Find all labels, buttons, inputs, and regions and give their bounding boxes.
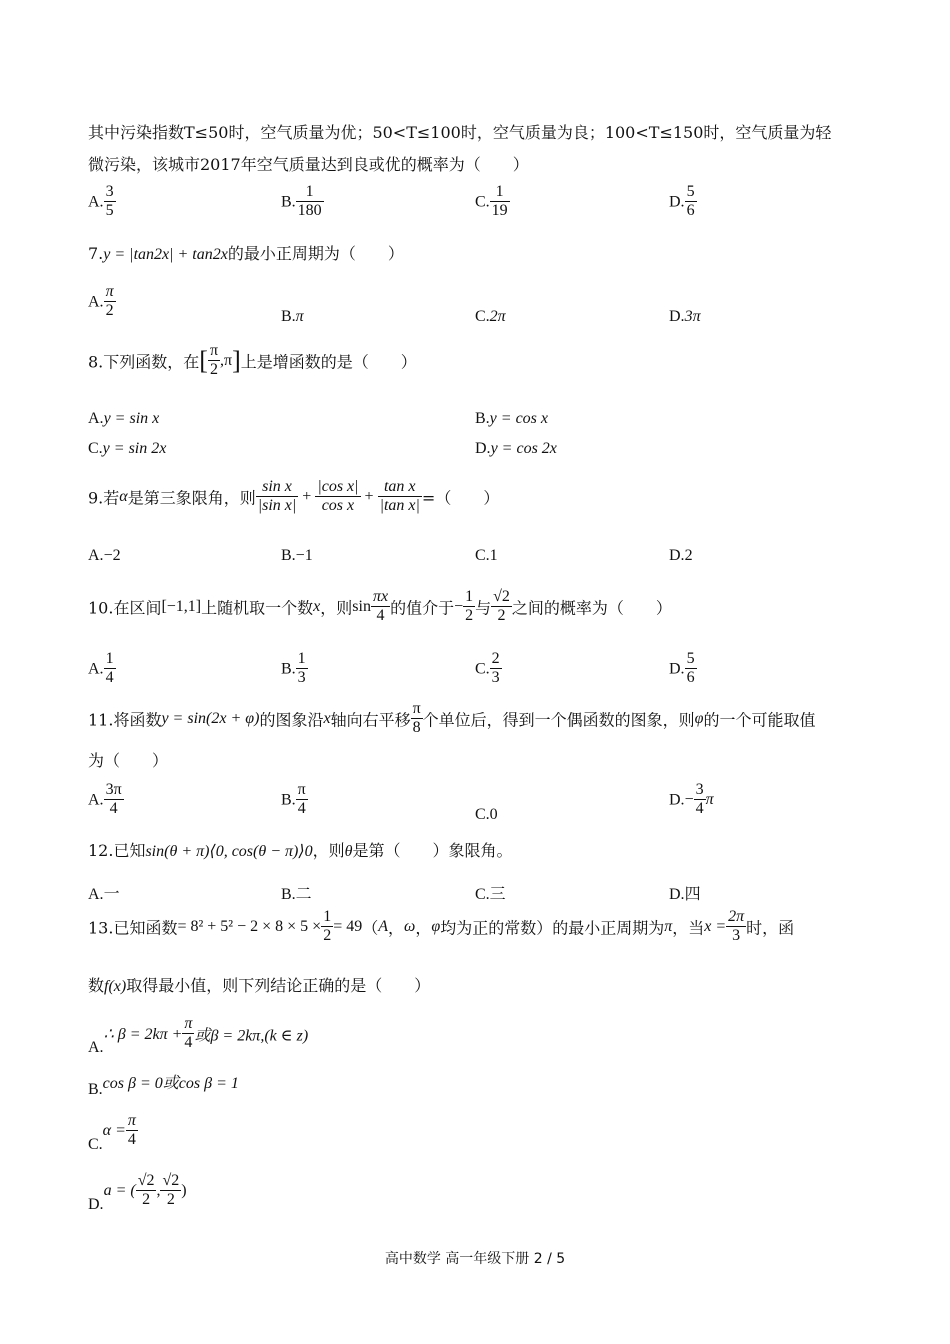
q10-option-d[interactable]: D. $\frac{5}{6}$ xyxy=(669,650,695,687)
q7-option-d[interactable]: D.3π xyxy=(669,308,701,325)
q11-option-b[interactable]: B. $\frac{\pi}{4}$ xyxy=(281,781,306,818)
q10-option-b[interactable]: B. $\frac{1}{3}$ xyxy=(281,650,306,687)
q13-option-b[interactable]: B.cos β = 0或cos β = 1 xyxy=(88,1075,239,1098)
q6-option-a[interactable]: A. $\frac{3}{5}$ xyxy=(88,183,114,220)
q6-text-line1: 其中污染指数T≤50时，空气质量为优；50<T≤100时，空气质量为良；100<T≤150时，空气质量为轻 xyxy=(88,123,832,142)
q6-option-d[interactable]: D. $\frac{5}{6}$ xyxy=(669,183,695,220)
q12-stem: 12.已知sin(θ + π)⟨0, cos(θ − π)⟩0，则θ是第（ ）象限角。 xyxy=(88,841,513,860)
q10-stem: 10.在区间[−1,1]上随机取一个数x，则sin $\frac{\pi x}{4}$ 的值介于− $\frac{1}{2}$ 与 $\frac{√2}{2}$ 之间的概率为（ ） xyxy=(88,588,672,625)
q6-option-c[interactable]: C. $\frac{1}{19}$ xyxy=(475,183,508,220)
q8-option-a[interactable]: A.y = sin x xyxy=(88,410,160,427)
q11-stem-line2: 为（ ） xyxy=(88,751,169,770)
q11-option-d[interactable]: D.− $\frac{3}{4}$ π xyxy=(669,781,714,818)
q8-stem: 8.下列函数，在[ $\frac{\pi}{2}$ ,π]上是增函数的是（ ） xyxy=(88,342,417,379)
q8-option-b[interactable]: B.y = cos x xyxy=(475,410,548,427)
q12-option-b[interactable]: B.二 xyxy=(281,884,312,903)
q9-option-c[interactable]: C.1 xyxy=(475,547,498,564)
q7-formula: y = |tan2x| + tan2x xyxy=(103,246,228,263)
q9-option-d[interactable]: D.2 xyxy=(669,547,693,564)
q7-option-c[interactable]: C.2π xyxy=(475,308,506,325)
q10-option-a[interactable]: A. $\frac{1}{4}$ xyxy=(88,650,114,687)
q9-option-a[interactable]: A.−2 xyxy=(88,547,121,564)
q9-stem: 9.若α是第三象限角，则 $\frac{\text{sin x}}{\text{|sin x|}}$ + $\frac{\text{|cos x|}}{\text{cos x}}$ + $\frac{\text{tan x}}{\text{|tan x|}}$ =（ ） xyxy=(88,478,500,515)
q13-option-c[interactable]: C.α = $\frac{\pi}{4}$ xyxy=(88,1112,136,1154)
q7-stem: 7.y = |tan2x| + tan2x的最小正周期为（ ） xyxy=(88,244,404,263)
q8-option-c[interactable]: C.y = sin 2x xyxy=(88,440,167,457)
q12-option-d[interactable]: D.四 xyxy=(669,884,701,903)
q13-option-a[interactable]: A.∴ β = 2kπ + $\frac{\pi}{4}$ 或β = 2kπ,(k ∈ z) xyxy=(88,1015,309,1057)
q13-stem: 13.已知函数= 8² + 5² − 2 × 8 × 5 × $\frac{1}{2}$ = 49（A，ω，φ均为正的常数）的最小正周期为π，当x = $\frac{2\pi}{3}$ 时，函 xyxy=(88,908,795,945)
q12-option-a[interactable]: A.一 xyxy=(88,884,120,903)
q12-formula: sin(θ + π)⟨0, cos(θ − π)⟩0 xyxy=(145,843,313,860)
q6-text-line2: 微污染，该城市2017年空气质量达到良或优的概率为（ ） xyxy=(88,155,529,174)
q11-stem: 11.将函数y = sin(2x + φ)的图象沿x轴向右平移 $\frac{\pi}{8}$ 个单位后，得到一个偶函数的图象，则φ的一个可能取值 xyxy=(88,700,816,737)
q9-option-b[interactable]: B.−1 xyxy=(281,547,313,564)
q10-option-c[interactable]: C. $\frac{2}{3}$ xyxy=(475,650,500,687)
q7-option-a[interactable]: A. $\frac{\pi}{2}$ xyxy=(88,283,114,320)
q12-option-c[interactable]: C.三 xyxy=(475,884,506,903)
q6-option-b[interactable]: B. $\frac{1}{180}$ xyxy=(281,183,322,220)
q11-option-a[interactable]: A. $\frac{3\pi}{4}$ xyxy=(88,781,122,818)
page-footer: 高中数学 高一年级下册 2 / 5 xyxy=(384,1251,566,1267)
q7-option-b[interactable]: B.π xyxy=(281,308,304,325)
q8-option-d[interactable]: D.y = cos 2x xyxy=(475,440,557,457)
q13-option-d[interactable]: D.a = ( $\frac{√2}{2}$ , $\frac{√2}{2}$ ) xyxy=(88,1172,187,1214)
q11-option-c[interactable]: C.0 xyxy=(475,806,498,823)
q13-stem-line2: 数f(x)取得最小值，则下列结论正确的是（ ） xyxy=(88,976,431,995)
